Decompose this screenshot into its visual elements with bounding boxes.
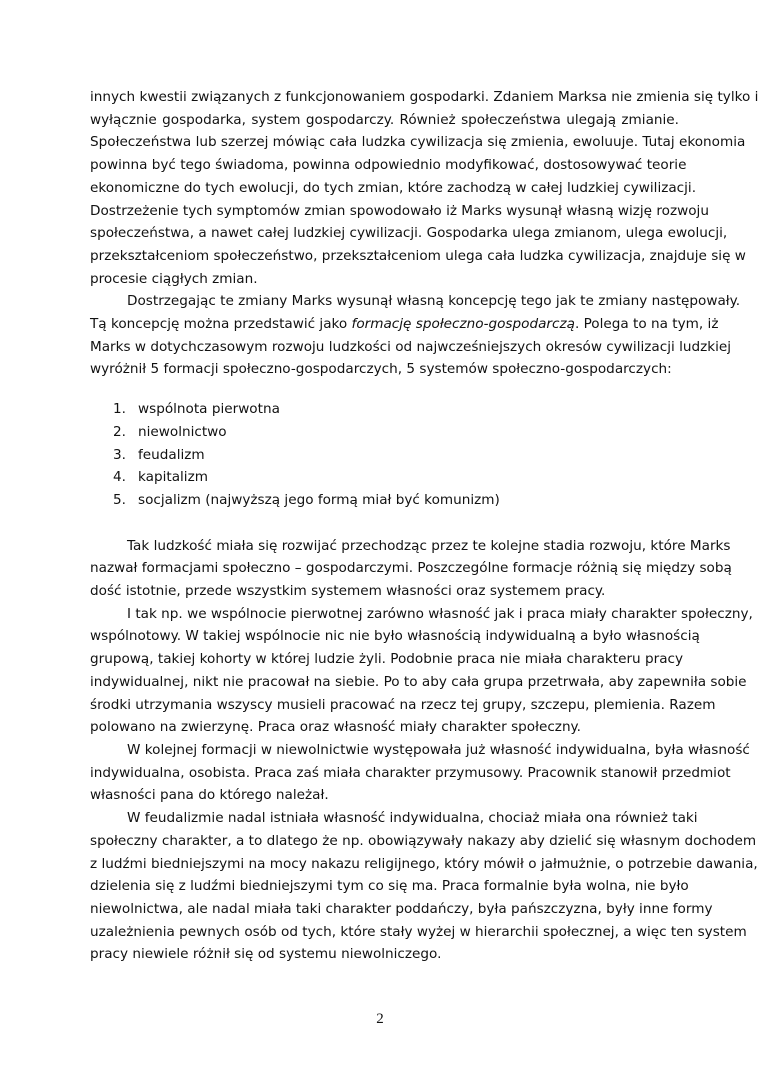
text-line: Społeczeństwa lub szerzej mówiąc cała ludzka cywilizacja się zmienia, ewoluuje. Tutaj ekonomia (90, 134, 746, 151)
paragraph (90, 290, 741, 381)
text-line: uzależnienia pewnych osób od tych, które stały wyżej w hierarchii społecznej, a więc ten system (90, 923, 747, 940)
list-text: kapitalizm (138, 469, 208, 486)
text-line: innych kwestii związanych z funkcjonowaniem gospodarki. Zdaniem Marksa nie zmienia się tylko i (90, 89, 759, 105)
document-body (90, 86, 759, 966)
text-line: środki utrzymania wszyscy musieli pracować na rzecz tej grupy, szczepu, plemienia. Razem (90, 696, 716, 713)
text-line: wyróżnił 5 formacji społeczno-gospodarczych, 5 systemów społeczno-gospodarczych: (90, 361, 672, 378)
text-line: wspólnotowy. W takiej wspólnocie nic nie było własnością indywidualną a było własnością (90, 628, 700, 645)
text-line: społeczny charakter, a to dlatego że np. obowiązywały nakazy aby dzielić się własnym dochodem (90, 832, 757, 849)
text-line: nazwał formacjami społeczno – gospodarczymi. Poszczególne formacje różnią się między sobą (90, 560, 732, 577)
text-line: dzielenia się z ludźmi biedniejszymi tym co się ma. Praca formalnie była wolna, nie było (90, 878, 689, 895)
text-line: Marks w dotychczasowym rozwoju ludzkości od najwcześniejszych okresów cywilizacji ludzkiej (90, 338, 732, 355)
list-text: socjalizm (najwyższą jego formą miał być komunizm) (138, 491, 500, 508)
list-number: 1. (113, 401, 126, 418)
list-text: niewolnictwo (138, 423, 227, 440)
paragraph (90, 739, 750, 807)
list-item (90, 466, 679, 489)
paragraph (90, 535, 732, 603)
page-number: 2 (376, 1011, 384, 1027)
text-segment: . Polega to na tym, iż (574, 316, 719, 333)
paragraph (90, 86, 759, 290)
text-line (90, 313, 719, 336)
text-line: wyłącznie gospodarka, system gospodarczy. Również społeczeństwa ulegają zmianie. (90, 111, 679, 128)
list-number: 2. (113, 423, 126, 440)
text-line: procesie ciągłych zmian. (90, 270, 258, 287)
text-line: Dostrzegając te zmiany Marks wysunął własną koncepcję tego jak te zmiany następowały. (127, 293, 741, 310)
text-line: W kolejnej formacji w niewolnictwie występowała już własność indywidualna, była własność (127, 741, 750, 758)
list-text: feudalizm (138, 446, 205, 463)
list-item (90, 444, 679, 467)
text-line: grupową, takiej kohorty w której ludzie żyli. Podobnie praca nie miała charakteru pracy (90, 651, 684, 668)
text-line: niewolnictwa, ale nadal miała taki charakter poddańczy, była pańszczyzna, były inne formy (90, 900, 713, 917)
text-line: indywidualna, osobista. Praca zaś miała charakter przymusowy. Pracownik stanowił przedmiot (90, 764, 731, 781)
italic-term: formację społeczno-gospodarczą (351, 316, 575, 333)
list-number: 5. (113, 491, 126, 508)
list-number: 4. (113, 469, 126, 486)
text-line: dość istotnie, przede wszystkim systemem własności oraz systemem pracy. (90, 583, 606, 600)
list-item (90, 421, 679, 444)
text-line: własności pana do którego należał. (90, 787, 329, 804)
paragraph (90, 603, 753, 739)
text-line: W feudalizmie nadal istniała własność indywidualna, chociaż miała ona również taki (127, 810, 698, 827)
text-line: społeczeństwa, a nawet całej ludzkiej cywilizacji. Gospodarka ulega zmianom, ulega ewolucji, (90, 225, 728, 242)
text-line: Dostrzeżenie tych symptomów zmian spowodowało iż Marks wysunął własną wizję rozwoju (90, 202, 709, 219)
list-item (90, 489, 679, 512)
list-number: 3. (113, 446, 126, 463)
list-text: wspólnota pierwotna (138, 401, 280, 418)
formations-list (90, 398, 679, 512)
text-line: polowano na zwierzynę. Praca oraz własność miały charakter społeczny. (90, 719, 581, 736)
text-line: powinna być tego świadoma, powinna odpowiednio modyfikować, dostosowywać teorie (90, 157, 687, 174)
list-item (90, 398, 679, 421)
text-line: Tak ludzkość miała się rozwijać przechodząc przez te kolejne stadia rozwoju, które Marks (127, 537, 731, 554)
text-line: ekonomiczne do tych ewolucji, do tych zmian, które zachodzą w całej ludzkiej cywilizacji. (90, 179, 697, 196)
text-line: przekształceniom społeczeństwo, przekształceniom ulega cała ludzka cywilizacja, znajduje się w (90, 247, 746, 264)
text-line: z ludźmi biedniejszymi na mocy nakazu religijnego, który mówił o jałmużnie, o potrzebie dawania, (90, 855, 758, 872)
text-line: I tak np. we wspólnocie pierwotnej zarówno własność jak i praca miały charakter społeczny, (127, 605, 753, 622)
text-line: indywidualnej, nikt nie pracował na siebie. Po to aby cała grupa przetrwała, aby zapewniła sobie (90, 673, 747, 690)
paragraph (90, 807, 758, 966)
text-line: pracy niewiele różnił się od systemu niewolniczego. (90, 946, 442, 963)
text-segment: Tą koncepcję można przedstawić jako (90, 316, 352, 333)
